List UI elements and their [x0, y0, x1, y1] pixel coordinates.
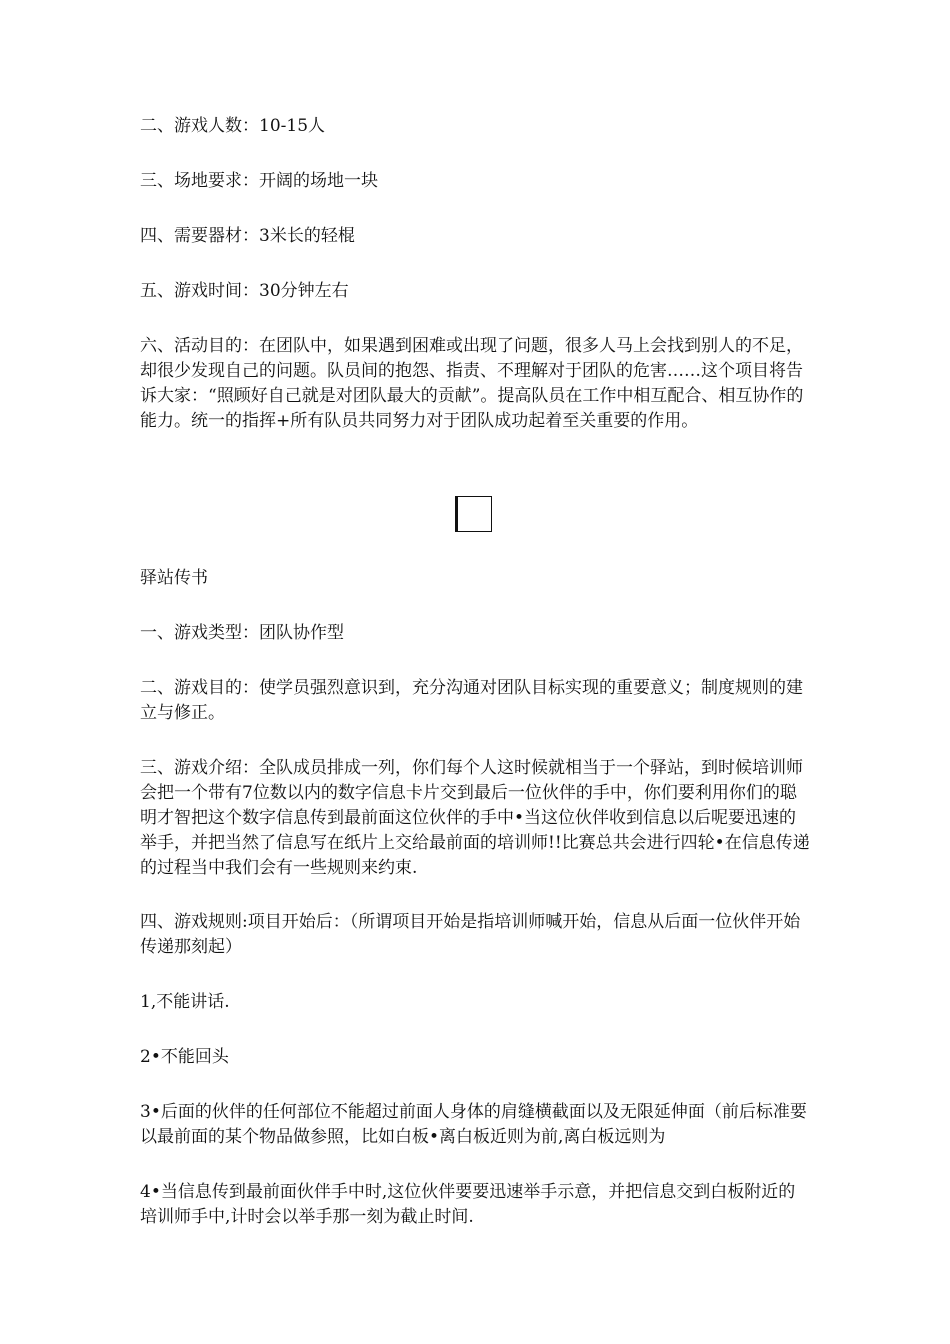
paragraph-game-goal: 二、游戏目的：使学员强烈意识到，充分沟通对团队目标实现的重要意义；制度规则的建立与修正。 [140, 678, 803, 723]
rule-item-2: 2•不能回头 [140, 1047, 229, 1067]
paragraph-duration: 五、游戏时间：30分钟左右 [140, 281, 349, 301]
paragraph-game-rules: 四、游戏规则:项目开始后：（所谓项目开始是指培训师喊开始，信息从后面一位伙伴开始传递那刻起） [140, 912, 801, 957]
rule-item-3: 3•后面的伙伴的任何部位不能超过前面人身体的肩缝横截面以及无限延伸面（前后标准要以最前面的某个物品做参照，比如白板•离白板近则为前,离白板远则为 [140, 1102, 807, 1147]
paragraph-game-intro: 三、游戏介绍：全队成员排成一列，你们每个人这时候就相当于一个驿站，到时候培训师会把一个带有7位数以内的数字信息卡片交到最后一位伙伴的手中，你们要利用你们的聪明才智把这个数字信息传到最前面这位伙伴的手中•当这位伙伴收到信息以后呢要迅速的举手，并把当然了信息写在纸片上交给最前面的培训师!!比赛总共会进行四轮•在信息传递的过程当中我们会有一些规则来约束. [140, 758, 810, 878]
paragraph-purpose: 六、活动目的：在团队中，如果遇到困难或出现了问题，很多人马上会找到别人的不足，却很少发现自己的问题。队员间的抱怨、指责、不理解对于团队的危害……这个项目将告诉大家：“照顾好自己就是对团队最大的贡献”。提高队员在工作中相互配合、相互协作的能力。统一的指挥+所有队员共同努力对于团队成功起着至关重要的作用。 [140, 336, 804, 431]
image-placeholder [455, 496, 492, 532]
section-title: 驿站传书 [140, 568, 208, 588]
paragraph-venue: 三、场地要求：开阔的场地一块 [140, 171, 378, 191]
paragraph-player-count: 二、游戏人数：10-15人 [140, 116, 326, 136]
rule-item-4: 4•当信息传到最前面伙伴手中时,这位伙伴要要迅速举手示意，并把信息交到白板附近的培训师手中,计时会以举手那一刻为截止时间. [140, 1182, 796, 1227]
rule-item-1: 1,不能讲话. [140, 992, 230, 1012]
paragraph-game-type: 一、游戏类型：团队协作型 [140, 623, 344, 643]
paragraph-equipment: 四、需要器材：3米长的轻棍 [140, 226, 355, 246]
